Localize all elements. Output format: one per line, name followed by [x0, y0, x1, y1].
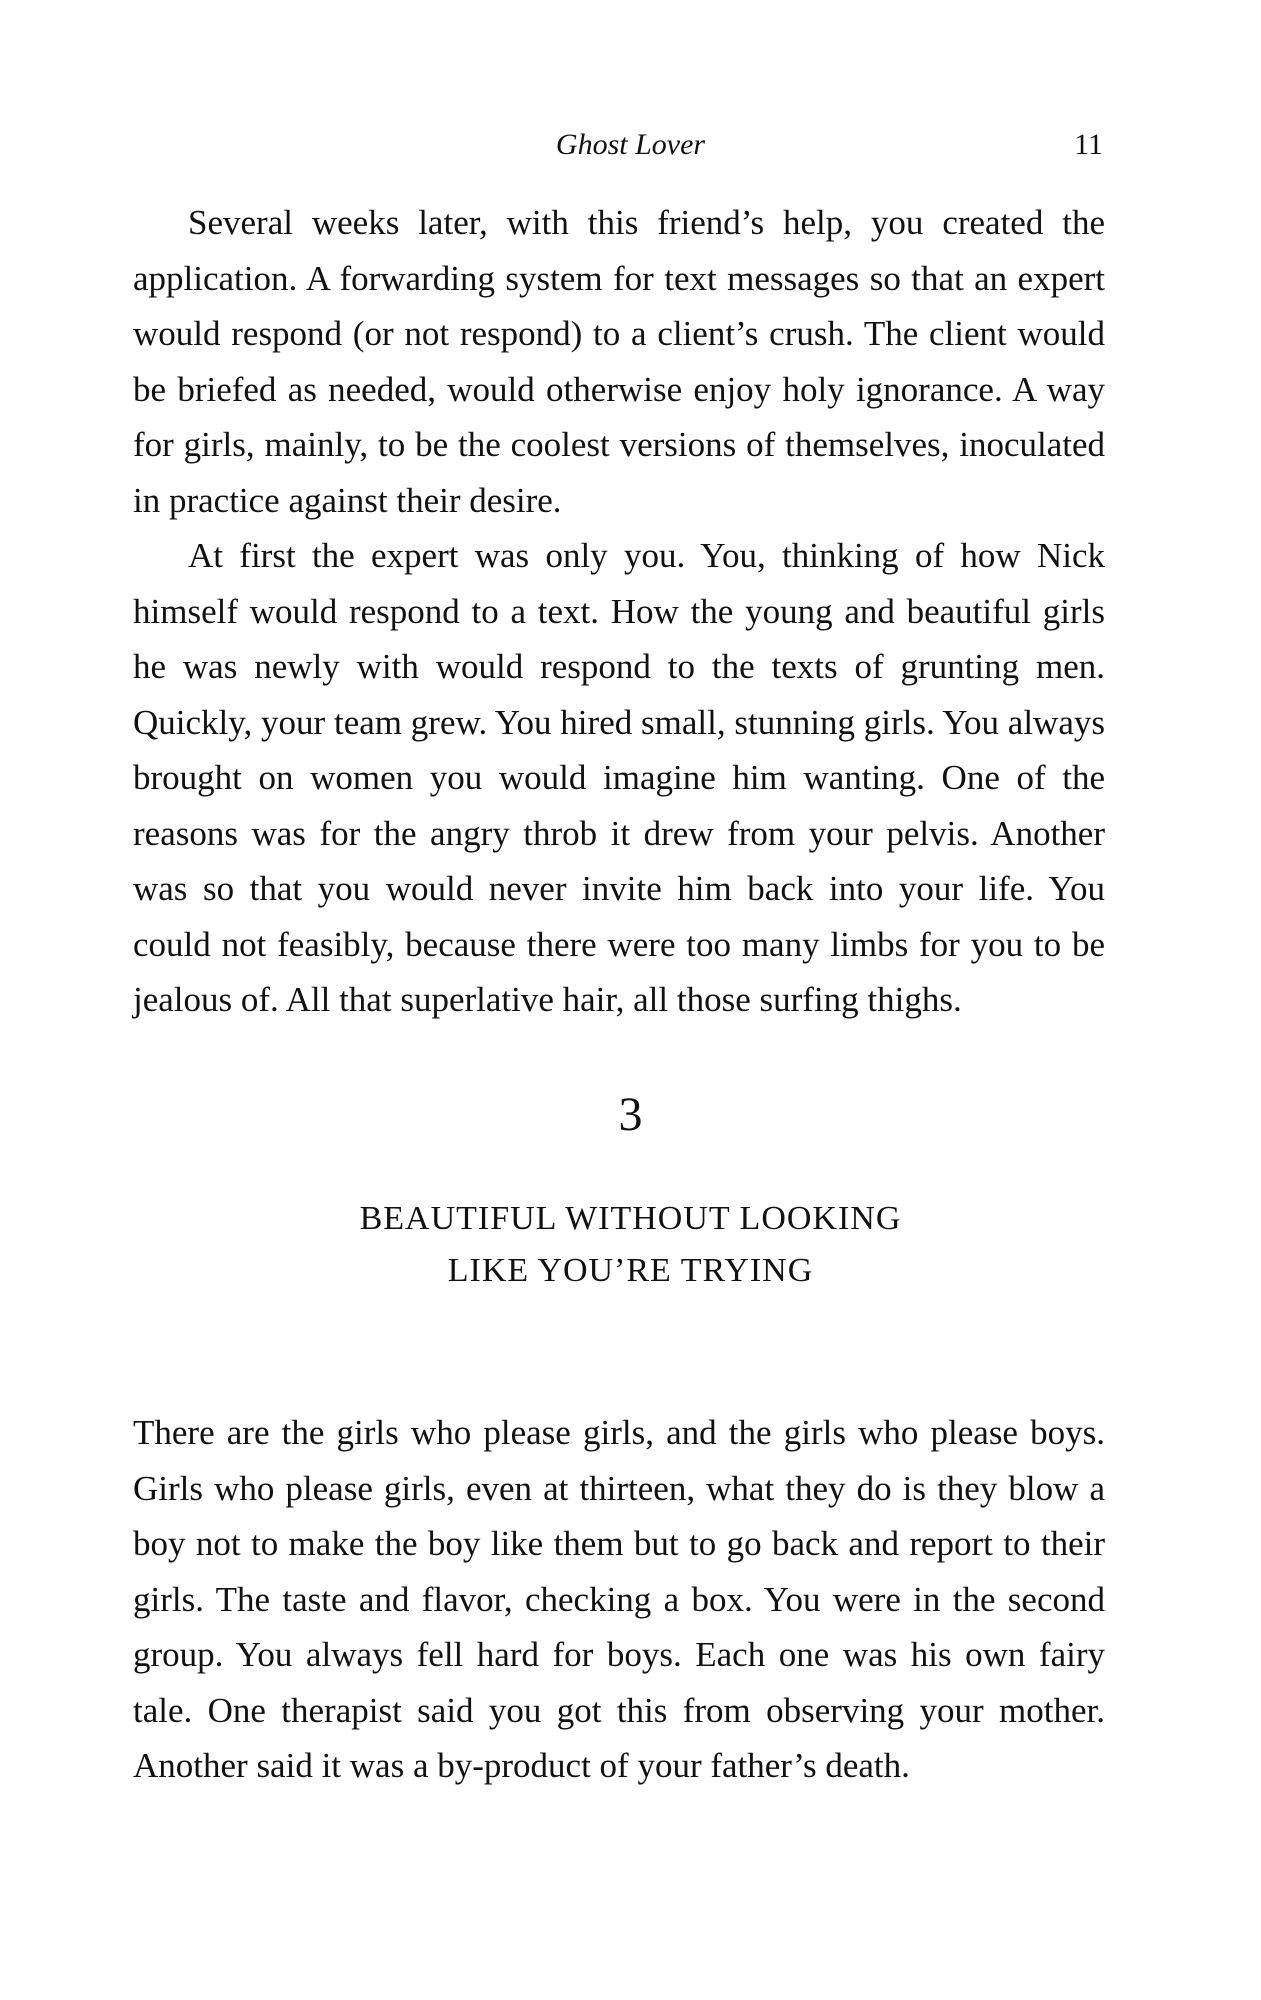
paragraph-application: Several weeks later, with this friend’s help, you created the application. A forwarding system for text messages so that an expert would respond (or not respond) to a client’s crush. The client would be briefed as needed, would otherwise enjoy holy ignorance. A way for girls, mainly, to be the coolest versions of themselves, inoculated in practice against their desire. [133, 203, 1105, 520]
paragraph-girls: There are the girls who please girls, and the girls who please boys. Girls who please girls, even at thirteen, what they do is they blow a boy not to make the boy like them but to go back and report to their girls. The taste and flavor, checking a box. You were in the second group. You always fell hard for boys. Each one was his own fairy tale. One therapist said you got this from observing your mother. Another said it was a by-product of your father’s death. [133, 1413, 1105, 1785]
running-head [0, 125, 1261, 165]
chapter-title-line-2: LIKE YOU’RE TRYING [447, 1252, 814, 1289]
chapter-number: 3 [618, 1088, 643, 1141]
chapter-title [0, 1193, 1261, 1297]
page-number: 11 [1074, 128, 1103, 161]
running-title: Ghost Lover [555, 128, 706, 161]
body-text [133, 195, 1105, 1028]
chapter-body-text [133, 1405, 1105, 1794]
paragraph-expert: At first the expert was only you. You, thinking of how Nick himself would respond to a text. How the young and beautiful girls he was newly with would respond to the texts of grunting men. Quickly, your team grew. You hired small, stunning girls. You always brought on women you would imagine him wanting. One of the reasons was for the angry throb it drew from your pelvis. Another was so that you would never invite him back into your life. You could not feasibly, because there were too many limbs for you to be jealous of. All that superlative hair, all those surfing thighs. [133, 536, 1105, 1019]
chapter-title-line-1: BEAUTIFUL WITHOUT LOOKING [359, 1200, 902, 1237]
